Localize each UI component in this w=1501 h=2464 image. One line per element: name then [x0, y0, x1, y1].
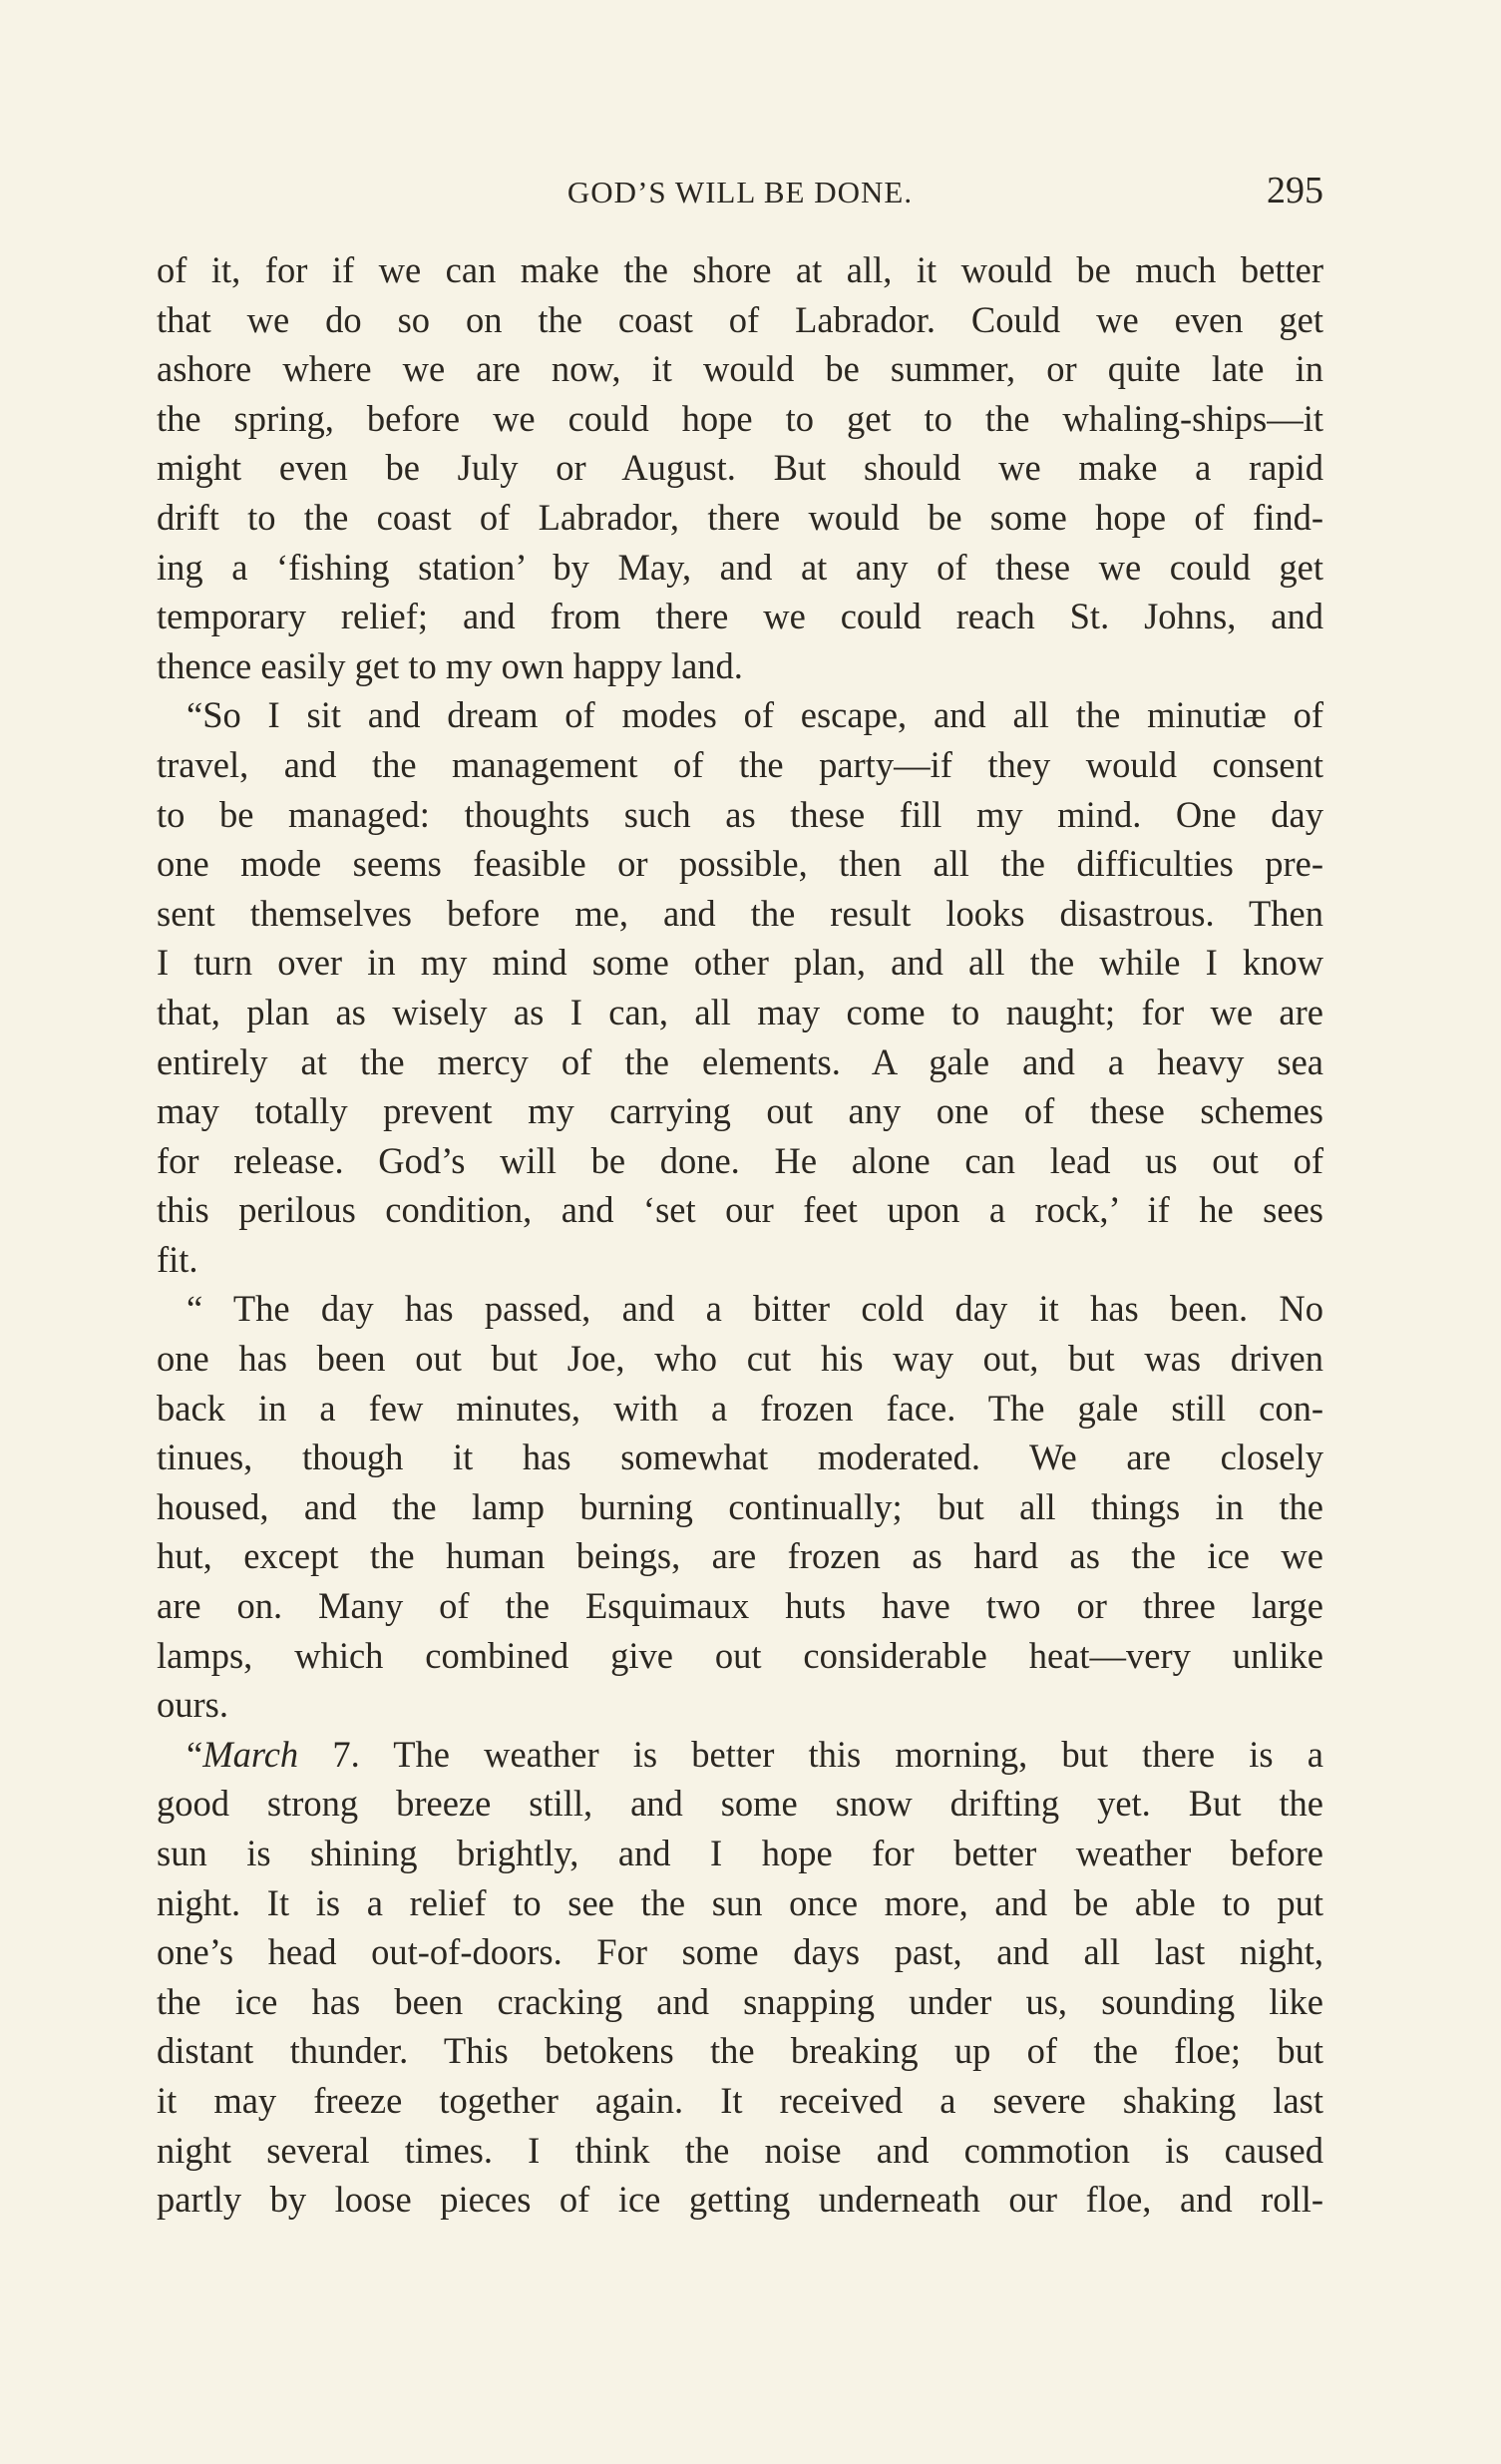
text-line: sun is shining brightly, and I hope for better weather before	[157, 1833, 1323, 1873]
text-line: “ The day has passed, and a bitter cold day it has been. No	[187, 1288, 1323, 1330]
text-line: I turn over in my mind some other plan, and all the while I know	[157, 942, 1323, 984]
text-line: this perilous condition, and ‘set our feet upon a rock,’ if he sees	[157, 1189, 1323, 1231]
text-line: housed, and the lamp burning continually; but all things in the	[157, 1485, 1323, 1527]
text-line: back in a few minutes, with a frozen face. The gale still con-	[157, 1387, 1323, 1429]
text-line: for release. God’s will be done. He alone can lead us out of	[157, 1139, 1323, 1181]
text-line: drift to the coast of Labrador, there would be some hope of find-	[157, 496, 1323, 538]
text-line: travel, and the management of the party—if they would consent	[157, 743, 1323, 785]
text-line: that, plan as wisely as I can, all may come to naught; for we are	[157, 991, 1323, 1032]
chapter-title: GOD’S WILL BE DONE.	[566, 175, 914, 209]
page-number: 295	[1267, 170, 1323, 211]
date-italic: March	[202, 1733, 299, 1775]
text-line: ing a ‘fishing station’ by May, and at any of these we could get	[157, 546, 1323, 588]
text-line: “So I sit and dream of modes of escape, and all the minutiæ of	[187, 694, 1323, 736]
running-head	[157, 168, 1323, 217]
text-line: may totally prevent my carrying out any one of these schemes	[157, 1090, 1323, 1132]
text-line: “March 7. The weather is better this morning, but there is a	[187, 1733, 1323, 1775]
text-line: the ice has been cracking and snapping under us, sounding like	[157, 1980, 1323, 2022]
text-line: of it, for if we can make the shore at all, it would be much better	[157, 249, 1323, 290]
text-line: that we do so on the coast of Labrador. Could we even get	[157, 298, 1323, 340]
text-line: one has been out but Joe, who cut his way out, but was driven	[157, 1338, 1323, 1380]
text-line: night. It is a relief to see the sun once more, and be able to put	[157, 1881, 1323, 1923]
text-line: lamps, which combined give out considerable heat—very unlike	[157, 1634, 1323, 1676]
text-line: hut, except the human beings, are frozen as hard as the ice we	[157, 1535, 1323, 1577]
text-line: partly by loose pieces of ice getting underneath our floe, and roll-	[157, 2179, 1323, 2221]
body-text	[157, 245, 1323, 2225]
text-line: night several times. I think the noise and commotion is caused	[157, 2129, 1323, 2171]
text-line: temporary relief; and from there we could reach St. Johns, and	[157, 596, 1323, 637]
text-line: ashore where we are now, it would be summer, or quite late in	[157, 348, 1323, 390]
text-line: might even be July or August. But should we make a rapid	[157, 447, 1323, 489]
text-line: thence easily get to my own happy land.	[157, 644, 743, 686]
text-line: tinues, though it has somewhat moderated. We are closely	[157, 1437, 1323, 1478]
text-line: it may freeze together again. It received a severe shaking last	[157, 2079, 1323, 2121]
text-line: are on. Many of the Esquimaux huts have two or three large	[157, 1585, 1323, 1627]
text-line: to be managed: thoughts such as these fill my mind. One day	[157, 793, 1323, 835]
text-line: the spring, before we could hope to get to the whaling-ships—it	[157, 397, 1323, 439]
text-line: ours.	[157, 1684, 228, 1726]
text-line: sent themselves before me, and the result looks disastrous. Then	[157, 892, 1323, 934]
text-line: entirely at the mercy of the elements. A gale and a heavy sea	[157, 1040, 1323, 1082]
text-line: one’s head out-of-doors. For some days past, and all last night,	[157, 1931, 1323, 1973]
text-line: good strong breeze still, and some snow drifting yet. But the	[157, 1783, 1323, 1825]
text-line: distant thunder. This betokens the breaking up of the floe; but	[157, 2030, 1323, 2072]
text-line: fit.	[157, 1238, 198, 1280]
text-line: one mode seems feasible or possible, then all the difficulties pre-	[157, 843, 1323, 885]
